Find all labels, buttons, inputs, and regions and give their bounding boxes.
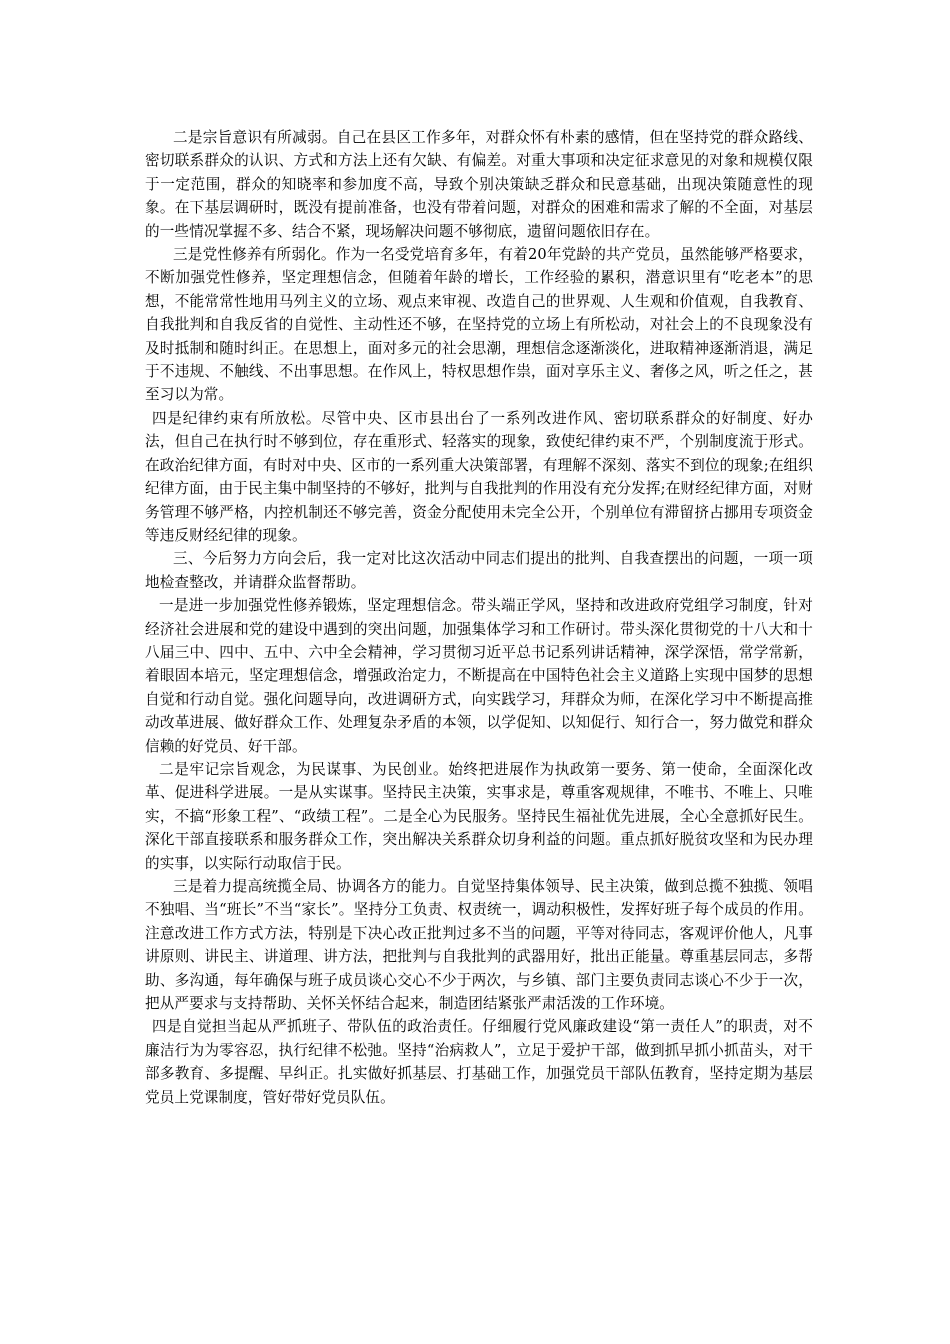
- paragraph-purpose-awareness: 二是宗旨意识有所减弱。自己在县区工作多年，对群众怀有朴素的感情，但在坚持党的群众路线、密切联系群众的认识、方式和方法上还有欠缺、有偏差。对重大事项和决定征求意见的对象和规模仅限于一定范围，群众的知晓率和参加度不高，导致个别决策缺乏群众和民意基础，出现决策随意性的现象。在下基层调研时，既没有提前准备，也没有带着问题，对群众的困难和需求了解的不全面，对基层的一些情况掌握不多、结合不紧，现场解决问题不够彻底，遗留问题依旧存在。: [145, 129, 813, 240]
- paragraph-discipline: 四是纪律约束有所放松。尽管中央、区市县出台了一系列改进作风、密切联系群众的好制度、好办法，但自己在执行时不够到位，存在重形式、轻落实的现象，致使纪律约束不严，个别制度流于形式。在政治纪律方面，有时对中央、区市的一系列重大决策部署，有理解不深刻、落实不到位的现象;在组织纪律方面，由于民主集中制坚持的不够好，批判与自我批判的作用没有充分发挥;在财经纪律方面，对财务管理不够严格，内控机制还不够完善，资金分配使用未完全公开，个别单位有滞留挤占挪用专项资金等违反财经纪律的现象。: [145, 409, 813, 544]
- paragraph-overall-coordination: 三是着力提高统揽全局、协调各方的能力。自觉坚持集体领导、民主决策，做到总揽不独揽、领唱不独唱、当“班长”不当“家长”。坚持分工负责、权责统一，调动积极性，发挥好班子每个成员的作用。注意改进工作方式方法，特别是下决心改正批判过多不当的问题，平等对待同志，客观评价他人，凡事讲原则、讲民主、讲道理、讲方法，把批判与自我批判的武器用好，批出正能量。尊重基层同志，多帮助、多沟通，每年确保与班子成员谈心交心不少于两次，与乡镇、部门主要负责同志谈心不少于一次，把从严要求与支持帮助、关怀关怀结合起来，制造团结紧张严肃活泼的工作环境。: [145, 878, 813, 1013]
- paragraph-future-direction: 三、今后努力方向会后，我一定对比这次活动中同志们提出的批判、自我查摆出的问题，一项一项地检查整改，并请群众监督帮助。: [145, 550, 813, 591]
- paragraph-political-responsibility: 四是自觉担当起从严抓班子、带队伍的政治责任。仔细履行党风廉政建设“第一责任人”的职责，对不廉洁行为为零容忍，执行纪律不松弛。坚持“治病救人”，立足于爱护干部，做到抓早抓小抓苗头，对干部多教育、多提醒、早纠正。扎实做好抓基层、打基础工作，加强党员干部队伍教育，坚持定期为基层党员上党课制度，管好带好党员队伍。: [145, 1018, 813, 1106]
- paragraph-party-spirit: 三是党性修养有所弱化。作为一名受党培育多年，有着20年党龄的共产党员，虽然能够严格要求，不断加强党性修养，坚定理想信念，但随着年龄的增长，工作经验的累积，潜意识里有“吃老本”的思想，不能常常性地用马列主义的立场、观点来审视、改造自己的世界观、人生观和价值观，自我教育、自我批判和自我反省的自觉性、主动性还不够，在坚持党的立场上有所松动，对社会上的不良现象没有及时抵制和随时纠正。在思想上，面对多元的社会思潮，理想信念逐渐淡化，进取精神逐渐消退，满足于不违规、不触线、不出事思想。在作风上，特权思想作祟，面对享乐主义、奢侈之风，听之任之，甚至习以为常。: [145, 246, 813, 404]
- paragraph-strengthen-party-spirit: 一是进一步加强党性修养锻炼，坚定理想信念。带头端正学风，坚持和改进政府党组学习制度，针对经济社会进展和党的建设中遇到的突出问题，加强集体学习和工作研讨。带头深化贯彻党的十八大和十八届三中、四中、五中、六中全会精神，学习贯彻习近平总书记系列讲话精神，深学深悟，常学常新，着眼固本培元，坚定理想信念，增强政治定力，不断提高在中国特色社会主义道路上实现中国梦的思想自觉和行动自觉。强化问题导向，改进调研方式，向实践学习，拜群众为师，在深化学习中不断提高推动改革进展、做好群众工作、处理复杂矛盾的本领，以学促知、以知促行、知行合一，努力做党和群众信赖的好党员、好干部。: [145, 597, 813, 755]
- paragraph-purpose-concept: 二是牢记宗旨观念，为民谋事、为民创业。始终把进展作为执政第一要务、第一使命，全面深化改革、促进科学进展。一是从实谋事。坚持民主决策，实事求是，尊重客观规律，不唯书、不唯上、只唯实，不搞“形象工程”、“政绩工程”。二是全心为民服务。坚持民生福祉优先进展，全心全意抓好民生。深化干部直接联系和服务群众工作，突出解决关系群众切身利益的问题。重点抓好脱贫攻坚和为民办理的实事，以实际行动取信于民。: [145, 760, 813, 872]
- document-page: [145, 126, 813, 1109]
